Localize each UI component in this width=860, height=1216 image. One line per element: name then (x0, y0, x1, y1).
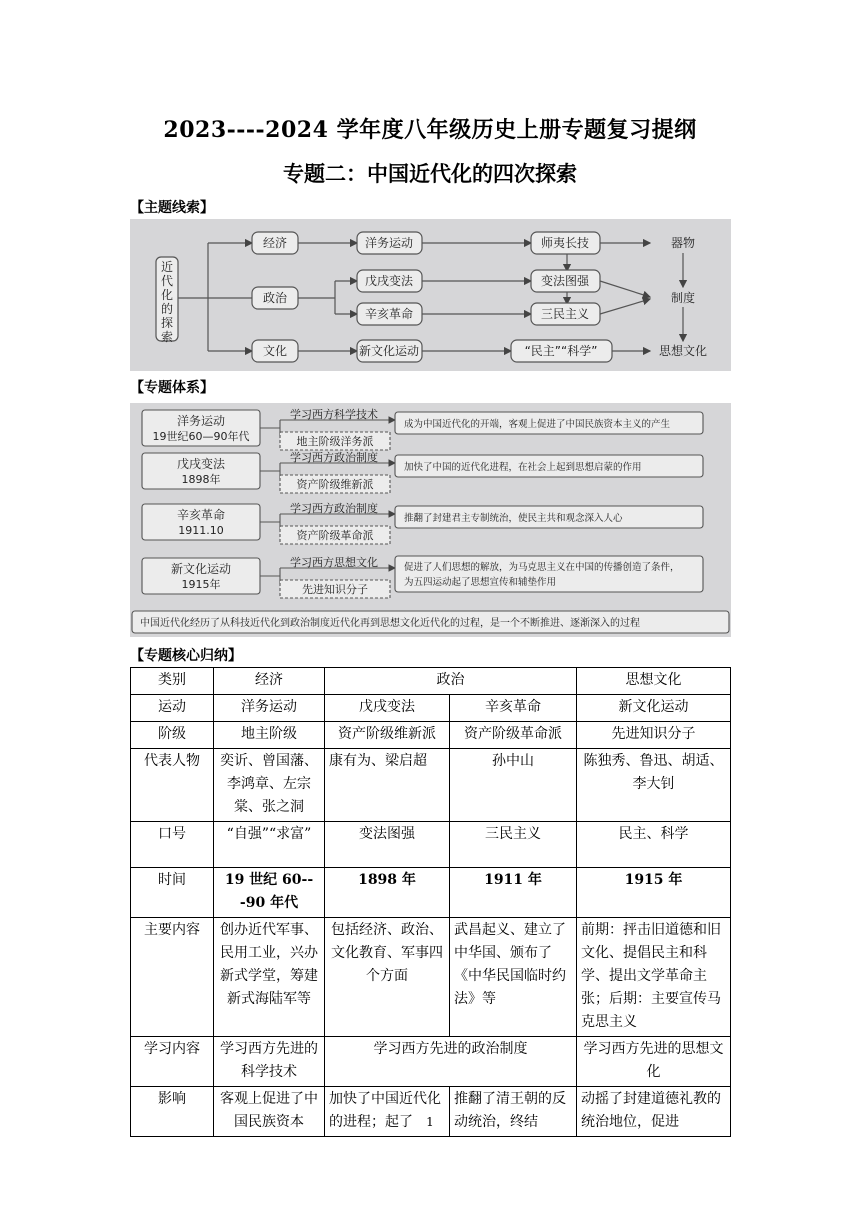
table-cell: 先进知识分子 (577, 722, 731, 749)
document-subtitle: 专题二：中国近代化的四次探索 (283, 161, 577, 186)
table-cell: 思想文化 (577, 668, 731, 695)
table-cell: 戊戌变法 (325, 695, 450, 722)
table-cell: 19 世纪 60---90 年代 (214, 868, 325, 918)
clue-col2-label: 辛亥革命 (364, 307, 414, 321)
table-cell: 洋务运动 (214, 695, 325, 722)
system-class-label: 地主阶级洋务派 (296, 435, 374, 448)
table-row (131, 1037, 731, 1087)
table-row (131, 749, 731, 822)
table-row (131, 1087, 731, 1137)
table-cell: 政治 (325, 668, 577, 695)
table-cell: 武昌起义、建立了中华国、颁布了《中华民国临时约法》等 (450, 918, 577, 1037)
table-cell: 口号 (131, 822, 214, 868)
table-cell: 康有为、梁启超 (325, 749, 450, 822)
system-learn-label: 学习西方政治制度 (290, 451, 378, 464)
table-cell: 类别 (131, 668, 214, 695)
table-cell: 民主、科学 (577, 822, 731, 868)
table-cell: 1911 年 (450, 868, 577, 918)
table-cell: 包括经济、政治、文化教育、军事四个方面 (325, 918, 450, 1037)
system-event-time: 19世纪60—90年代 (152, 430, 250, 443)
system-effect-label: 成为中国近代化的开端，客观上促进了中国民族资本主义的产生 (404, 419, 671, 430)
table-row (131, 668, 731, 695)
system-class-label: 资产阶级革命派 (296, 529, 374, 542)
table-cell: 影响 (131, 1087, 214, 1137)
table-cell: 学习西方先进的科学技术 (214, 1037, 325, 1087)
table-cell: 推翻了清王朝的反动统治，终结 (450, 1087, 577, 1137)
system-event-label: 戊戌变法 (176, 457, 226, 471)
system-effect-label: 促进了人们思想的解放，为马克思主义在中国的传播创造了条件， (404, 562, 680, 573)
system-effect-label: 加快了中国的近代化进程，在社会上起到思想启蒙的作用 (404, 462, 642, 473)
clue-col4-label: 器物 (670, 236, 696, 250)
clue-col1-label: 文化 (262, 344, 288, 358)
clue-col1-label: 经济 (262, 236, 288, 250)
table-cell: 资产阶级革命派 (450, 722, 577, 749)
clue-diagram-svg (130, 219, 731, 371)
clue-col3-label: 师夷长技 (540, 236, 590, 250)
table-row (131, 695, 731, 722)
table-row (131, 722, 731, 749)
table-cell: 新文化运动 (577, 695, 731, 722)
table-cell: 奕䜣、曾国藩、李鸿章、左宗棠、张之洞 (214, 749, 325, 822)
table-cell: 主要内容 (131, 918, 214, 1037)
core-summary-table (130, 667, 731, 1137)
clue-diagram (130, 219, 731, 371)
clue-col3-label: “民主”“科学” (524, 344, 598, 358)
system-event-label: 新文化运动 (170, 562, 232, 576)
system-learn-label: 学习西方政治制度 (290, 502, 378, 515)
table-cell: 变法图强 (325, 822, 450, 868)
system-event-time: 1911.10 (178, 524, 224, 537)
table-row (131, 868, 731, 918)
system-diagram-svg (130, 403, 731, 637)
table-cell: 运动 (131, 695, 214, 722)
table-cell: 三民主义 (450, 822, 577, 868)
table-cell: 地主阶级 (214, 722, 325, 749)
table-cell: 学习西方先进的思想文化 (577, 1037, 731, 1087)
section-label-clue: 【主题线索】 (130, 200, 214, 216)
table-cell: 孙中山 (450, 749, 577, 822)
table-cell: 经济 (214, 668, 325, 695)
system-event-time: 1915年 (181, 578, 221, 591)
table-cell: 创办近代军事、民用工业，兴办新式学堂，筹建新式海陆军等 (214, 918, 325, 1037)
clue-col3-label: 变法图强 (540, 274, 590, 288)
system-diagram (130, 403, 731, 637)
table-cell: 客观上促进了中国民族资本 (214, 1087, 325, 1137)
clue-col2-label: 洋务运动 (364, 236, 414, 250)
clue-col4-label: 思想文化 (658, 344, 708, 358)
table-cell: 动摇了封建道德礼教的统治地位，促进 (577, 1087, 731, 1137)
page-number: 1 (426, 1115, 434, 1129)
system-event-label: 洋务运动 (176, 414, 226, 428)
clue-col1-label: 政治 (262, 291, 288, 305)
table-row (131, 918, 731, 1037)
system-class-label: 先进知识分子 (302, 583, 368, 596)
system-effect-label: 推翻了封建君主专制统治，使民主共和观念深入人心 (404, 513, 623, 524)
clue-col2-label: 戊戌变法 (364, 274, 414, 288)
document-title: 2023----2024 学年度八年级历史上册专题复习提纲 (163, 117, 697, 143)
system-event-label: 辛亥革命 (176, 508, 226, 522)
section-label-system: 【专题体系】 (130, 380, 214, 396)
table-cell: 陈独秀、鲁迅、胡适、李大钊 (577, 749, 731, 822)
table-cell: 时间 (131, 868, 214, 918)
clue-col4-label: 制度 (670, 291, 696, 305)
table-cell: “自强”“求富” (214, 822, 325, 868)
system-summary-label: 中国近代化经历了从科技近代化到政治制度近代化再到思想文化近代化的过程，是一个不断推进、逐渐深入的过程 (140, 618, 640, 629)
table-cell: 1898 年 (325, 868, 450, 918)
table-cell: 学习西方先进的政治制度 (325, 1037, 577, 1087)
system-learn-label: 学习西方科学技术 (290, 408, 378, 421)
table-cell: 前期：抨击旧道德和旧文化、提倡民主和科学、提出文学革命主张；后期：主要宣传马克思主义 (577, 918, 731, 1037)
table-cell: 1915 年 (577, 868, 731, 918)
system-effect-label: 为五四运动起了思想宣传和辅垫作用 (404, 577, 557, 588)
table-cell: 辛亥革命 (450, 695, 577, 722)
table-cell: 代表人物 (131, 749, 214, 822)
table-cell: 学习内容 (131, 1037, 214, 1087)
table-row (131, 822, 731, 868)
system-event-time: 1898年 (181, 473, 221, 486)
system-class-label: 资产阶级维新派 (296, 478, 374, 491)
section-label-core: 【专题核心归纳】 (130, 648, 242, 664)
clue-col3-label: 三民主义 (540, 307, 590, 321)
table-cell: 资产阶级维新派 (325, 722, 450, 749)
clue-root-char: 近代化的探索 (160, 260, 174, 344)
clue-col2-label: 新文化运动 (358, 344, 420, 358)
table-cell: 加快了中国近代化的进程；起了 (325, 1087, 450, 1137)
system-learn-label: 学习西方思想文化 (290, 556, 378, 569)
table-cell: 阶级 (131, 722, 214, 749)
